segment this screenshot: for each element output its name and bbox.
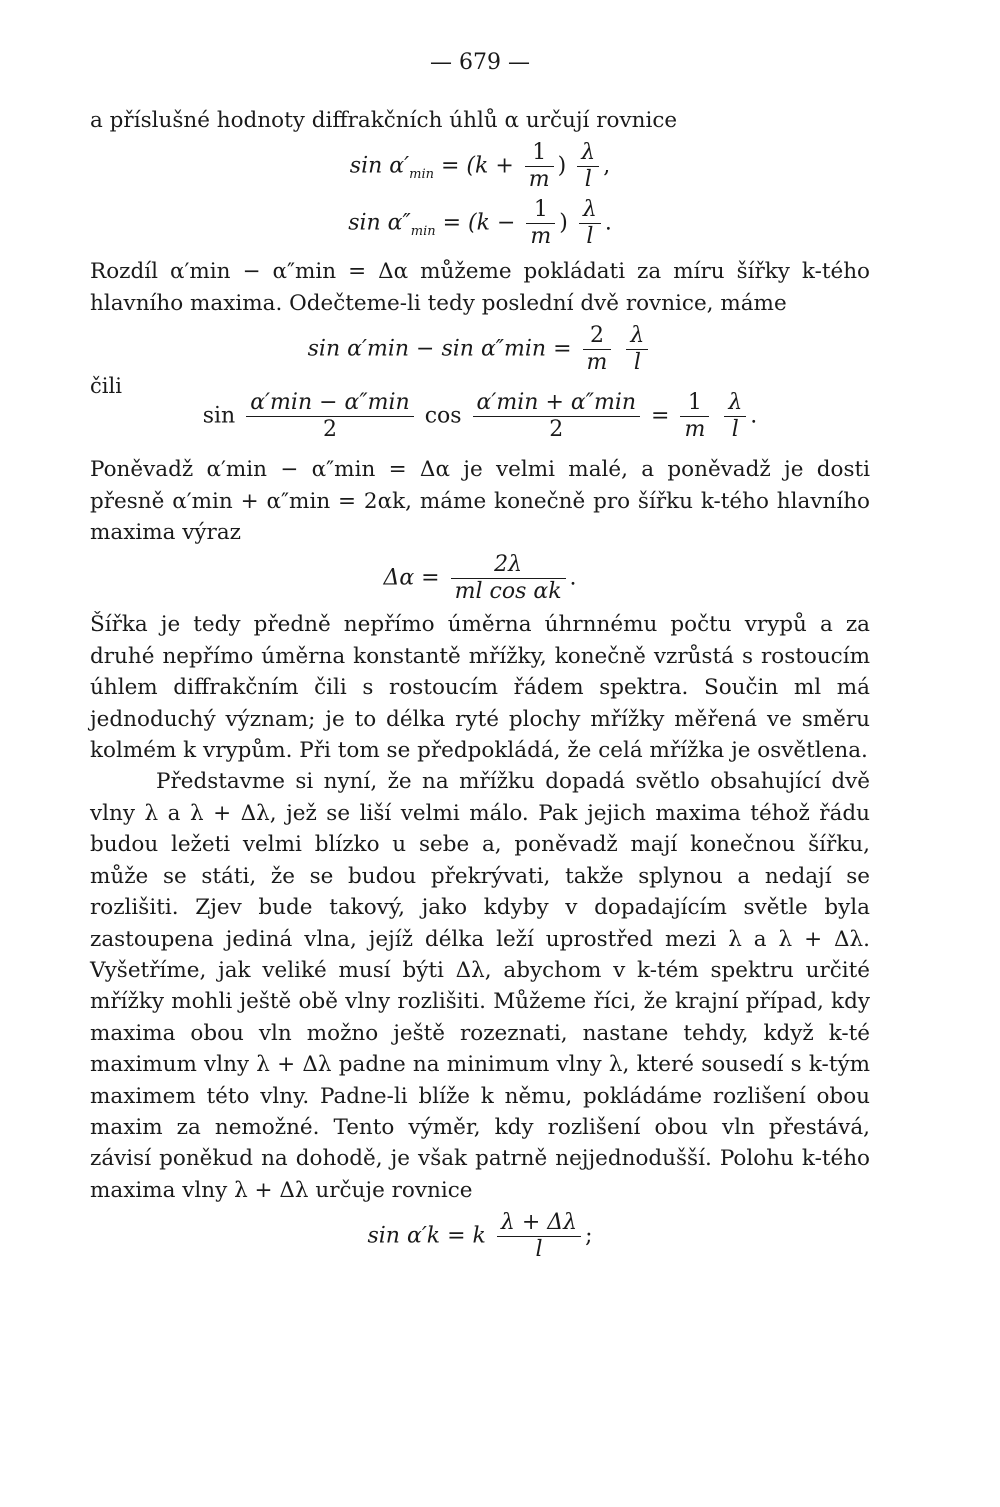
cili-label: čili [90, 374, 122, 399]
equation-4-row [90, 374, 870, 444]
equation-3: sin α′min − sin α″min = $\frac{2}{m}$ $\frac{\lambda}{l}$ [90, 323, 870, 376]
intro-text: a příslušné hodnoty diffrakčních úhlů α určují rovnice [90, 108, 678, 133]
paragraph-1: Rozdíl α′min − α″min = Δα můžeme pokládati za míru šířky k-tého hlavního maxima. Odečteme-li tedy poslední dvě rovnice, máme [90, 259, 870, 316]
document-page [90, 50, 870, 1267]
paragraph-4: Představme si nyní, že na mřížku dopadá světlo obsahující dvě vlny λ a λ + Δλ, jež se liší velmi málo. Pak jejich maxima téhož řádu budou ležeti velmi blízko u sebe a, poněvadž mají konečnou šířku, může se státi, že se budou překrývati, takže splynou a nedají se rozlišiti. Zjev bude takový, jako kdyby v dopadajícím světle byla zastoupena jediná vlna, jejíž délka leží uprostřed mezi λ a λ + Δλ. Vyšetříme, jak veliké musí býti Δλ, abychom v k-tém spektru určité mřížky mohli ještě obě vlny rozlišiti. Můžeme říci, že krajní případ, kdy maxima obou vln možno ještě rozeznati, nastane tehdy, když k-té maximum vlny λ + Δλ padne na minimum vlny λ, které sousedí s k-tým maximem této vlny. Padne-li blíže k němu, pokládáme rozlišení obou maxim za nemožné. Tento výměr, kdy rozlišení obou vln přestává, závisí poněkud na dohodě, je však patrně nejjednodušší. Polohu k-tého maxima vlny λ + Δλ určuje rovnice [90, 769, 870, 1203]
equation-5: Δα = $\frac{2\lambda}{\text{ml cos αk}}$ . [383, 552, 577, 605]
equation-1: $\sin \alpha'_{min} = (k$ + $\frac{1}{m}$ ) $\frac{\lambda}{l}$ , [349, 140, 611, 193]
equation-4: sin $\frac{\alpha'\min - \alpha''\min}{2}$ cos $\frac{\alpha'\min + \alpha''\min}{2}$ = $\frac{1}{m}$ $\frac{\lambda}{l}$ . [202, 390, 758, 443]
equation-2: $\sin \alpha''_{min} = (k$ − $\frac{1}{m}$ ) $\frac{\lambda}{l}$ . [348, 197, 612, 250]
paragraph-2: Poněvadž α′min − α″min = Δα je velmi malé, a poněvadž je dosti přesně α′min + α″min = 2αk, máme konečně pro šířku k-tého hlavního maxima výraz [90, 457, 870, 546]
equation-6: sin α′k = k $\frac{\lambda + \Delta\lambda}{l}$ ; [367, 1210, 593, 1263]
page-number: — 679 — [430, 50, 530, 75]
paragraph-3: Šířka je tedy předně nepřímo úměrna úhrnnému počtu vrypů a za druhé nepřímo úměrna konstantě mřížky, konečně vzrůstá s rostoucím úhlem diffrakčním čili s rostoucím řádem spektra. Součin ml má jednoduchý význam; je to délka ryté plochy mřížky měřená ve směru kolmém k vrypům. Při tom se předpokládá, že celá mřížka je osvětlena. [90, 612, 870, 764]
